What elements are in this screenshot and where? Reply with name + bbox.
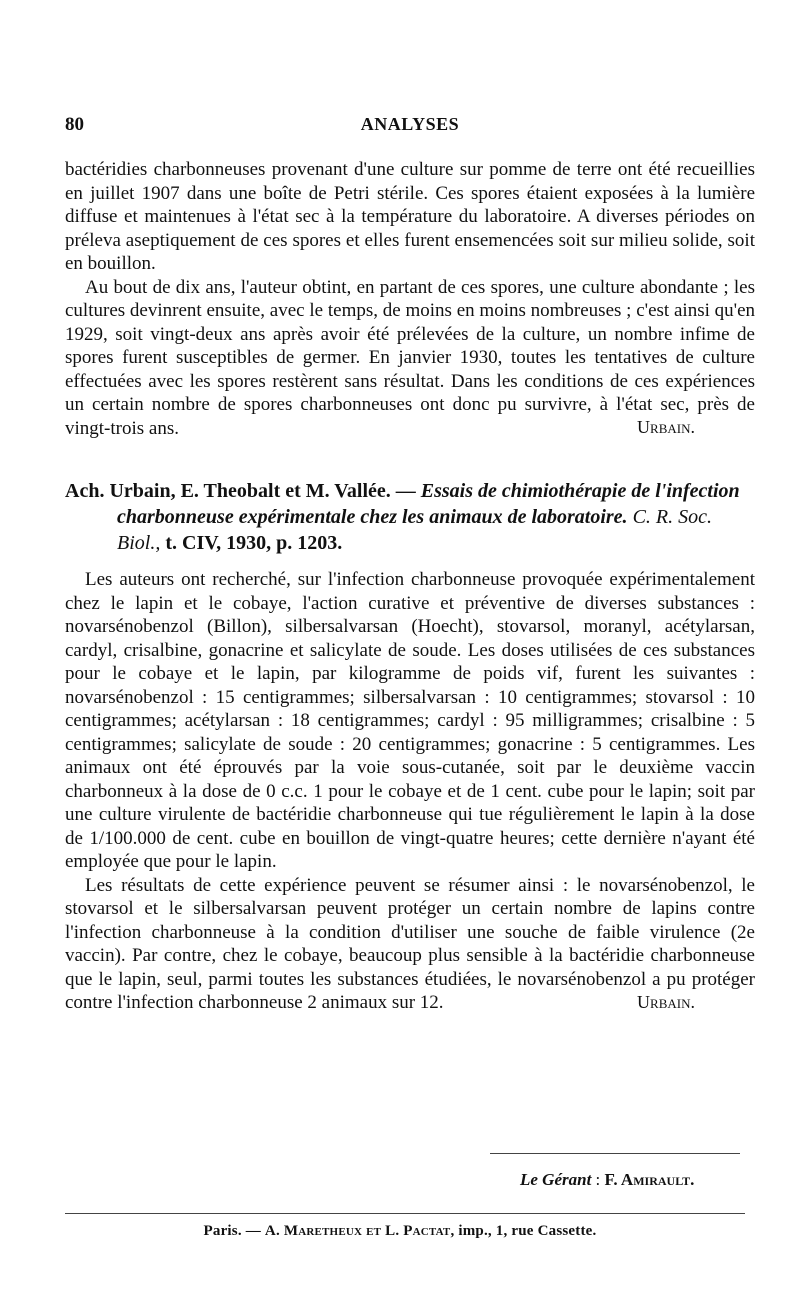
signature: Urbain.	[637, 417, 695, 437]
article-chemotherapy	[65, 478, 755, 1013]
signature: Urbain.	[637, 991, 695, 1012]
gerant-line: Le Gérant : F. Amirault.	[520, 1170, 695, 1189]
journal-name: C. R. Soc. Biol.,	[117, 506, 712, 554]
article-title: Essais de chimiothérapie de l'infection charbonneuse expérimentale chez les animaux de laboratoire.	[117, 480, 740, 528]
paragraph: Au bout de dix ans, l'auteur obtint, en partant de ces spores, une culture abondante ; les cultures devinrent ensuite, avec le temps, de moins en moins nombreuses ; c'est ainsi qu'en 1929, soit vingt-deux ans après avoir été prélevées de la culture, un nombre infime de spores furent susceptibles de germer. En janvier 1930, toutes les tentatives de culture effectuées avec les spores restèrent sans résultat. Dans les conditions de ces expériences un certain nombre de spores charbonneuses ont donc pu survivre, à l'état sec, près de vingt-trois ans.	[65, 276, 755, 439]
printer-imprint: Paris. — A. Maretheux et L. Pactat, imp., 1, rue Cassette.	[203, 1223, 597, 1239]
paragraph: Les auteurs ont recherché, sur l'infection charbonneuse provoquée expérimentalement chez le lapin et le cobaye, l'action curative et préventive de diverses substances : novarsénobenzol (Billon), silbersalvarsan (Hoecht), stovarsol, moranyl, acétylarsan, cardyl, crisalbine, gonacrine et salicylate de soude. Les doses utilisées de ces substances pour le cobaye et le lapin, par kilogramme de poids vif, furent les suivantes : novarsénobenzol : 15 centigrammes; silbersalvarsan : 10 centigrammes; stovarsol : 10 centigrammes; acétylarsan : 18 centigrammes; cardyl : 95 milligrammes; crisalbine : 5 centigrammes; salicylate de soude : 20 centigrammes; gonacrine : 5 centigrammes. Les animaux ont été éprouvés par la voie sous-cutanée, soit par le deuxième vaccin charbonneux à la dose de 0 c.c. 1 pour le cobaye et de 1 cent. cube pour le lapin; soit par une culture virulente de bactéridie charbonneuse qui tue régulièrement le lapin à la dose de 1/100.000 de cent. cube en bouillon de vingt-quatre heures; cette dernière n'ayant été employée que pour le lapin.	[65, 569, 755, 872]
gerant-label: Le Gérant	[520, 1170, 592, 1189]
paragraph: bactéridies charbonneuses provenant d'une culture sur pomme de terre ont été recueillies en juillet 1907 dans une boîte de Petri stérile. Ces spores étaient exposées à la lumière diffuse et maintenues à l'état sec à la température du laboratoire. A diverses périodes on préleva aseptiquement de ces spores et elles furent ensemencées soit sur milieu solide, soit en bouillon.	[65, 159, 755, 274]
page-header	[65, 114, 755, 142]
bibliographic-reference	[65, 478, 755, 556]
divider	[65, 1213, 745, 1214]
divider	[490, 1153, 740, 1154]
page-number: 80	[65, 114, 84, 135]
article-spores-continued	[65, 158, 755, 438]
paragraph: Les résultats de cette expérience peuvent se résumer ainsi : le novarsénobenzol, le stovarsol et le silbersalvarsan peuvent protéger un certain nombre de lapins contre l'infection charbonneuse à la condition d'utiliser une souche de faible virulence (2e vaccin). Par contre, chez le cobaye, beaucoup plus sensible à la bactéridie charbonneuse que le lapin, seul, parmi toutes les substances étudiées, le novarsénobenzol a pu protéger contre l'infection charbonneuse 2 animaux sur 12.	[65, 874, 755, 1013]
gerant-name: F. Amirault.	[604, 1170, 695, 1189]
printer-names: A. Maretheux et L. Pactat,	[264, 1223, 455, 1239]
authors: Ach. Urbain, E. Theobalt et M. Vallée. —	[65, 480, 421, 502]
citation: t. CIV, 1930, p. 1203.	[160, 532, 343, 554]
running-title: ANALYSES	[360, 114, 460, 134]
